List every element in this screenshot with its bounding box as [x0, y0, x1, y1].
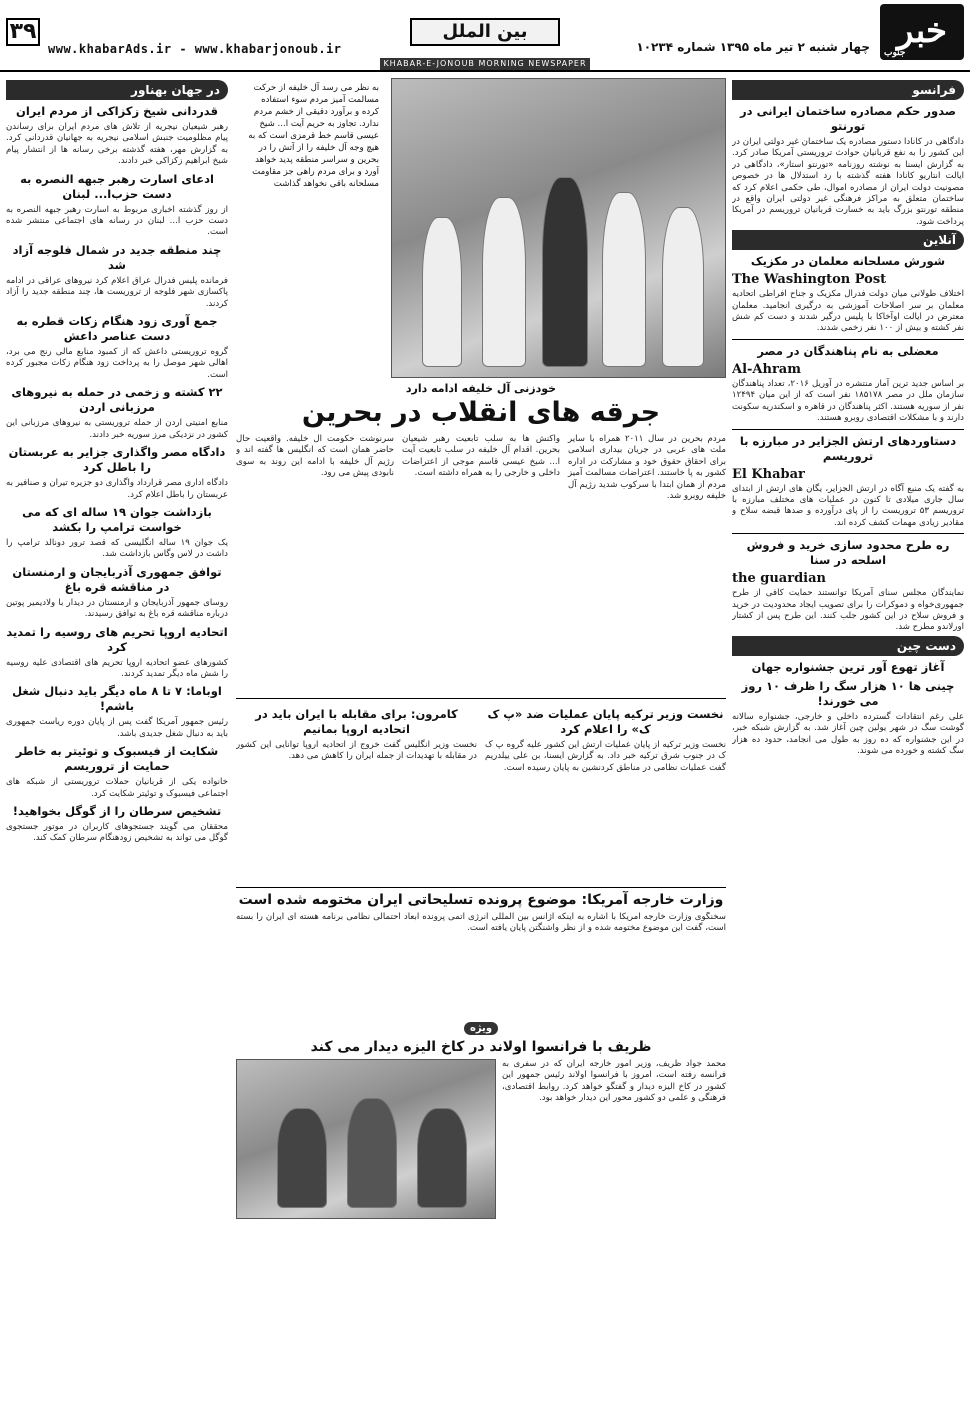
brief-headline: دادگاه مصر واگذاری جزایر به عربستان را باطل کرد — [8, 445, 226, 475]
brief-headline: توافق جمهوری آذربایجان و ارمنستان در مناقشه قره باغ — [12, 564, 222, 594]
photo-caption: به نظر می رسد آل خلیفه از حرکت مسالمت آمیز مردم سوء استفاده کرده و برآورد دقیقی از خشم مردم ندارد. تجاوز به حریم آیت ا... شیخ عیسی قاسم خط قرمزی است که به هیچ وجه آل خلیفه را از آتش را در بحرین و سراسر منطقه پدید خواهد آورد و برای مردم راهی جز مقاومت مسلحانه باقی نخواهد گذاشت — [248, 83, 379, 189]
guardian-logo: the guardian — [732, 571, 826, 587]
divider — [732, 339, 964, 340]
online-band: آنلاین — [732, 230, 964, 250]
brief-body: منابع امنیتی اردن از حمله تروریستی به نیروهای مرزبانی این کشور در نزدیکی مرز سوریه خبر دادند. — [6, 418, 228, 440]
news-brief — [6, 243, 228, 310]
china-band: دست چین — [732, 636, 964, 656]
ahram-headline: معضلی به نام پناهندگان در مصر — [757, 343, 939, 358]
page-number: ۳۹ — [6, 18, 40, 46]
guardian-headline: ره طرح محدود سازی خرید و فروش اسلحه در سنا — [746, 538, 950, 568]
news-brief — [6, 565, 228, 621]
middle-section — [236, 78, 726, 1424]
brief-body: کشورهای عضو اتحادیه اروپا تحریم های اقتصادی علیه روسیه را شش ماه دیگر تمدید کردند. — [6, 657, 228, 679]
section-title: بین الملل — [410, 18, 560, 46]
zarif-headline: ظریف با فرانسوا اولاند در کاخ الیزه دیدار می کند — [310, 1039, 652, 1055]
news-brief — [6, 625, 228, 681]
cameron-headline: کامرون: برای مقابله با ایران باید در اتحادیه اروپا بمانیم — [255, 707, 458, 736]
news-brief — [6, 172, 228, 239]
bahrain-headline: جرقه های انقلاب در بحرین — [301, 397, 661, 428]
washington-post-logo: The Washington Post — [732, 272, 887, 288]
zarif-body: محمد جواد ظریف، وزیر امور خارجه ایران که در سفری به فرانسه رفته است، امروز با فرانسوا اولاند رئیس جمهور این کشور در کاخ الیزه دیدار و گفتگو خواهد کرد. روابط اقتصادی، فرهنگی و علمی دو کشور محور این دیدار خواهد بود. — [502, 1059, 726, 1104]
news-brief — [6, 104, 228, 168]
logo-text: خبر — [896, 11, 948, 51]
divider — [236, 698, 726, 699]
brief-body: رهبر شیعیان نیجریه از تلاش های مردم ایران برای رساندن پیام مظلومیت جنبش اسلامی نیجریه به جهانیان قدردانی کرد. به گزارش مهر، هفته گذشته برخی رسانه ها از انتشار پیام شیخ ابراهیم زکزاکی خبر دادند. — [6, 122, 228, 167]
brief-headline: جمع آوری زود هنگام زکات قطره به دست عناصر داعش — [16, 314, 218, 344]
brief-body: رئیس جمهور آمریکا گفت پس از پایان دوره ریاست جمهوری باید به دنبال شغل جدیدی باشد. — [6, 717, 228, 739]
brief-headline: اوباما: ۷ تا ۸ ماه دیگر باید دنبال شغل باشم! — [12, 684, 222, 714]
turkey-body: نخست وزیر ترکیه از پایان عملیات ارتش این کشور علیه گروه پ ک ک در جنوب شرق ترکیه خبر داد. به گزارش ایسنا، بن علی ییلدریم گفت عملیات نظامی در مناطق کردنشین به پایان رسیده است. — [485, 740, 726, 773]
bahrain-body-1: مردم بحرین در سال ۲۰۱۱ همراه با سایر ملت های عربی در جریان بیداری اسلامی برای احقاق حقوق خود و مشارکت در اداره کشور به پا خاستند. اعتراضات مسالمت آمیز مردم از همان ابتدا با سرکوب شدید رژیم آل خلیفه روبرو شد. — [568, 434, 726, 502]
brief-headline: اتحادیه اروپا تحریم های روسیه را تمدید کرد — [6, 624, 228, 654]
brief-headline: قدردانی شیخ زکزاکی از مردم ایران — [16, 104, 218, 118]
france-body: دادگاهی در کانادا دستور مصادره یک ساختمان غیر دولتی ایران در این کشور را به نفع قربانیان حوادث تروریستی آمریکا صادر کرد. به گزارش ایسنا به نوشته روزنامه «تورنتو استار»، دادگاهی در ایالت انتاریو کانادا هفته گذشته با رد استدلال ها در خصوص مصونیت دولت ایران از مصادره اموال، طی حکمی اعلام کرد که ساختمان متعلق به مراکز فرهنگی غیر دولتی ایران واقع در منطقه تورنتو بزرگ باید به خسارت قربانیان تروریسم در آمریکا پرداخت شود. — [732, 137, 964, 227]
brief-body: روسای جمهور آذربایجان و ارمنستان در دیدار با ولادیمیر پوتین درباره مناقشه قره باغ به توافق رسیدند. — [6, 597, 228, 620]
websites[interactable]: www.khabarAds.ir - www.khabarjonoub.ir — [48, 42, 342, 56]
brief-headline: چند منطقه جدید در شمال فلوجه آزاد شد — [12, 242, 222, 272]
china-subhead: چینی ها ۱۰ هزار سگ را ظرف ۱۰ روز می خورند! — [741, 678, 955, 708]
turkey-headline: نخست وزیر ترکیه پایان عملیات ضد «پ ک ک» را اعلام کرد — [487, 707, 724, 736]
news-brief — [6, 804, 228, 845]
brief-body: فرمانده پلیس فدرال عراق اعلام کرد نیروهای عراقی در ادامه پاکسازی شهر فلوجه از تروریست ها، چند منطقه جدید را آزاد کردند. — [6, 275, 228, 309]
divider — [732, 429, 964, 430]
news-brief — [6, 744, 228, 800]
cameron-body: نخست وزیر انگلیس گفت خروج از اتحادیه اروپا توانایی این کشور در مقابله با تهدیدات از جمله ایران را کاهش می دهد. — [236, 740, 477, 762]
news-brief — [6, 445, 228, 501]
news-brief — [6, 385, 228, 441]
france-band: فرانسو — [732, 80, 964, 100]
cameron-article — [236, 703, 477, 883]
brief-headline: تشخیص سرطان را از گوگل بخواهید! — [12, 803, 222, 818]
china-body: علی رغم انتقادات گسترده داخلی و خارجی، جشنواره سالانه گوشت سگ در شهر یولین چین آغاز شد. به گزارش شبکه خبر، در این جشنواره که ده روز به طول می انجامد، حدود ده هزار سگ کشته و خورده می شوند. — [732, 711, 964, 756]
brief-body: از روز گذشته اخباری مربوط به اسارت رهبر جبهه النصره به دست حزب ا... لبنان در رسانه های اجتماعی منتشر شده است. — [6, 204, 228, 238]
post-headline: شورش مسلحانه معلمان در مکزیک — [750, 254, 946, 269]
china-headline: آغاز تهوع آور ترین جشنواره جهان — [751, 659, 945, 674]
algeria-body: به گفته یک منبع آگاه در ارتش الجزایر، یگان های ارتش از ابتدای سال جاری میلادی تا کنون در عملیات های مختلف مبارزه با تروریسم ۵۳ تروریست را از پای درآورده و صدها قبضه سلاح و مقادیر زیادی مهمات کشف کرده اند. — [732, 483, 964, 528]
brief-body: یک جوان ۱۹ ساله انگلیسی که قصد ترور دونالد ترامپ را داشت در لاس وگاس بازداشت شد. — [6, 537, 228, 560]
guardian-body: نمایندگان مجلس سنای آمریکا توانستند حمایت کافی از طرح جمهوری‌خواه و دموکرات را برای تصویب ایجاد محدودیت در خرید و فروش سلاح در این کشور جلب کنند. این طرح پس از کشتار اورلاندو مطرح شد. — [732, 588, 964, 633]
brief-body: خانواده یکی از قربانیان حملات تروریستی از شبکه های اجتماعی فیسبوک و توئیتر شکایت کرد. — [6, 777, 228, 799]
brief-body: محققان می گویند جستجوهای کاربران در موتور جستجوی گوگل می تواند به تشخیص زودهنگام سرطان کمک کند. — [6, 821, 228, 844]
brief-headline: بازداشت جوان ۱۹ ساله ای که می خواست ترامپ را بکشد — [22, 504, 212, 534]
bahrain-body-2: واکنش ها به سلب تابعیت رهبر شیعیان بحرین. اقدام آل خلیفه در سلب تابعیت آیت ا... شیخ عیسی قاسم موجی از اعتراضات داخلی و خارجی را به همراه داشته است. — [402, 434, 560, 479]
el-khabar-logo: El Khabar — [732, 466, 805, 482]
brief-body: گروه تروریستی داعش که از کمبود منابع مالی رنج می برد، اهالی شهر موصل را به پرداخت زود هنگام زکات مجبور کرده است. — [6, 347, 228, 380]
left-column — [6, 78, 228, 1424]
bahrain-kicker: خودزنی آل خلیفه ادامه دارد — [405, 382, 557, 395]
brief-headline: ۲۲ کشته و زخمی در حمله به نیروهای مرزبانی اردن — [11, 385, 223, 415]
us-body: سخنگوی وزارت خارجه آمریکا با اشاره به اینکه آژانس بین المللی انرژی اتمی پرونده ابعاد احتمالی نظامی برنامه هسته ای ایران را بسته است، گفت این موضوع مختومه شده و از نظر واشنگتن پایان یافته است. — [236, 912, 726, 934]
brief-body: دادگاه اداری مصر قرارداد واگذاری دو جزیره تیران و صنافیر به عربستان را باطل اعلام کرد. — [6, 478, 228, 500]
news-brief — [6, 505, 228, 561]
logo-sub: جنوب — [884, 48, 906, 58]
newspaper-logo — [880, 4, 964, 60]
brief-headline: ادعای اسارت رهبر جبهه النصره به دست حزب‌ا... لبنان — [20, 171, 214, 201]
masthead — [0, 0, 970, 72]
issue-info: چهار شنبه ۲ تیر ماه ۱۳۹۵ شماره ۱۰۲۳۴ — [636, 40, 870, 54]
ahram-body: بر اساس جدید ترین آمار منتشره در آوریل ۲۰۱۶، تعداد پناهندگان سازمان ملل در مصر ۱۸۵۱۷۸ نفر است که از این میان ۱۲۴۹۴ نفر از سوریه هستند. اکثر پناهندگان در قاهره و اسکندریه سکونت دارند و با مشکلات اقتصادی روبرو هستند. — [732, 378, 964, 424]
special-tag: ویژه — [464, 1022, 498, 1035]
brief-headline: شکایت از فیسبوک و توئیتر به خاطر حمایت از تروریسم — [15, 744, 219, 774]
post-body: اختلاف طولانی میان دولت فدرال مکزیک و جناح افراطی اتحادیه معلمان بر سر اصلاحات آموزشی به درگیری انجامید. معلمان معترض در ایالت اوآخاکا با پلیس درگیر شدند و دست کم شش نفر کشته و بیش از ۱۰۰ نفر زخمی شدند. — [732, 289, 964, 334]
turkey-article — [485, 703, 726, 883]
us-headline: وزارت خارجه آمریکا: موضوع پرونده تسلیحاتی ایران مختومه شده است — [238, 892, 724, 908]
divider — [732, 533, 964, 534]
zarif-meeting-photo — [236, 1059, 496, 1219]
divider — [236, 887, 726, 888]
news-brief — [6, 314, 228, 381]
algeria-headline: دستاوردهای ارتش الجزایر در مبارزه با تروریسم — [739, 433, 957, 463]
ahram-logo: Al-Ahram — [732, 361, 801, 377]
news-brief — [6, 684, 228, 740]
france-headline: صدور حکم مصادره ساختمان ایرانی در تورنتو — [740, 104, 956, 133]
bahrain-body-3: سرنوشت حکومت آل خلیفه. واقعیت حال حاضر همان است که انگلیس ها گفته اند و رژیم آل خلیفه با ادامه این روند به سوی نابودی پیش می رود. — [236, 434, 394, 479]
bahrain-protest-photo — [391, 78, 726, 378]
right-column — [732, 78, 964, 1424]
english-strip: KHABAR-E-JONOUB MORNING NEWSPAPER — [380, 58, 590, 70]
world-band: در جهان بهناور — [6, 80, 228, 100]
